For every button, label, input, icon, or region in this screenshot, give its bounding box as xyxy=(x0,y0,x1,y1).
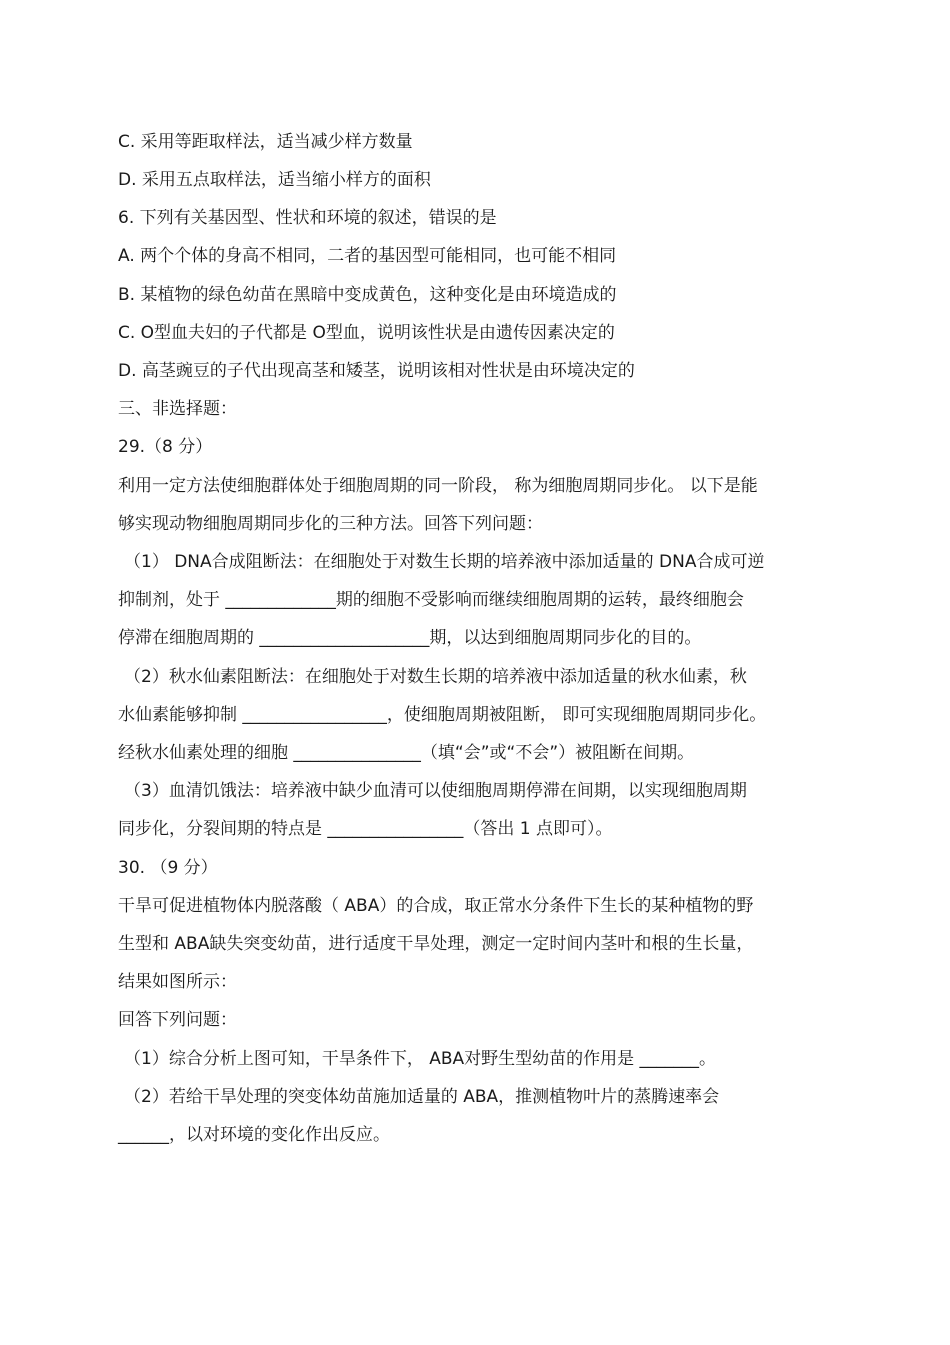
question-30-intro-line-1: 干旱可促进植物体内脱落酸（ ABA）的合成，取正常水分条件下生长的某种植物的野 xyxy=(118,896,754,916)
question-29-part-2-line-1: （2）秋水仙素阻断法：在细胞处于对数生长期的培养液中添加适量的秋水仙素，秋 xyxy=(124,667,747,687)
question-6-option-c: C. O型血夫妇的子代都是 O型血，说明该性状是由遗传因素决定的 xyxy=(118,323,615,343)
question-29-intro-line-1: 利用一定方法使细胞群体处于细胞周期的同一阶段， 称为细胞周期同步化。 以下是能 xyxy=(118,476,758,496)
option-d-sampling: D. 采用五点取样法，适当缩小样方的面积 xyxy=(118,170,431,190)
question-30-part-1: （1）综合分析上图可知，干旱条件下， ABA对野生型幼苗的作用是 _______。 xyxy=(124,1049,717,1069)
question-6-option-d: D. 高茎豌豆的子代出现高茎和矮茎，说明该相对性状是由环境决定的 xyxy=(118,361,635,381)
question-29-part-3-line-2: 同步化，分裂间期的特点是 ________________（答出 1 点即可）。 xyxy=(118,819,613,839)
question-29-part-2-line-2: 水仙素能够抑制 _________________，使细胞周期被阻断， 即可实现细胞周期同步化。 xyxy=(118,705,767,725)
question-30-prompt: 回答下列问题： xyxy=(118,1010,237,1030)
question-30-intro-line-3: 结果如图所示： xyxy=(118,972,237,992)
question-6-option-a: A. 两个个体的身高不相同，二者的基因型可能相同，也可能不相同 xyxy=(118,246,617,266)
question-29-part-3-line-1: （3）血清饥饿法：培养液中缺少血清可以使细胞周期停滞在间期，以实现细胞周期 xyxy=(124,781,747,801)
question-29-intro-line-2: 够实现动物细胞周期同步化的三种方法。回答下列问题： xyxy=(118,514,543,534)
question-30-intro-line-2: 生型和 ABA缺失突变幼苗，进行适度干旱处理，测定一定时间内茎叶和根的生长量， xyxy=(118,934,754,954)
question-30-part-2-line-2: ______，以对环境的变化作出反应。 xyxy=(118,1125,390,1145)
question-29-part-1-line-3: 停滞在细胞周期的 ____________________期，以达到细胞周期同步化的目的。 xyxy=(118,628,702,648)
option-c-sampling: C. 采用等距取样法，适当减少样方数量 xyxy=(118,132,413,152)
section-heading: 三、非选择题： xyxy=(118,399,237,419)
question-29-part-1-line-2: 抑制剂，处于 _____________期的细胞不受影响而继续细胞周期的运转，最终细胞会 xyxy=(118,590,744,610)
question-6-option-b: B. 某植物的绿色幼苗在黑暗中变成黄色，这种变化是由环境造成的 xyxy=(118,285,617,305)
question-6-stem: 6. 下列有关基因型、性状和环境的叙述，错误的是 xyxy=(118,208,497,228)
question-29-part-2-line-3: 经秋水仙素处理的细胞 _______________（填“会”或“不会”）被阻断在间期。 xyxy=(118,743,695,763)
question-29-header: 29.（8 分） xyxy=(118,437,213,457)
question-30-part-2-line-1: （2）若给干旱处理的突变体幼苗施加适量的 ABA，推测植物叶片的蒸腾速率会 xyxy=(124,1087,720,1107)
question-29-part-1-line-1: （1） DNA合成阻断法：在细胞处于对数生长期的培养液中添加适量的 DNA合成可逆 xyxy=(124,552,765,572)
question-30-header: 30. （9 分） xyxy=(118,858,218,878)
